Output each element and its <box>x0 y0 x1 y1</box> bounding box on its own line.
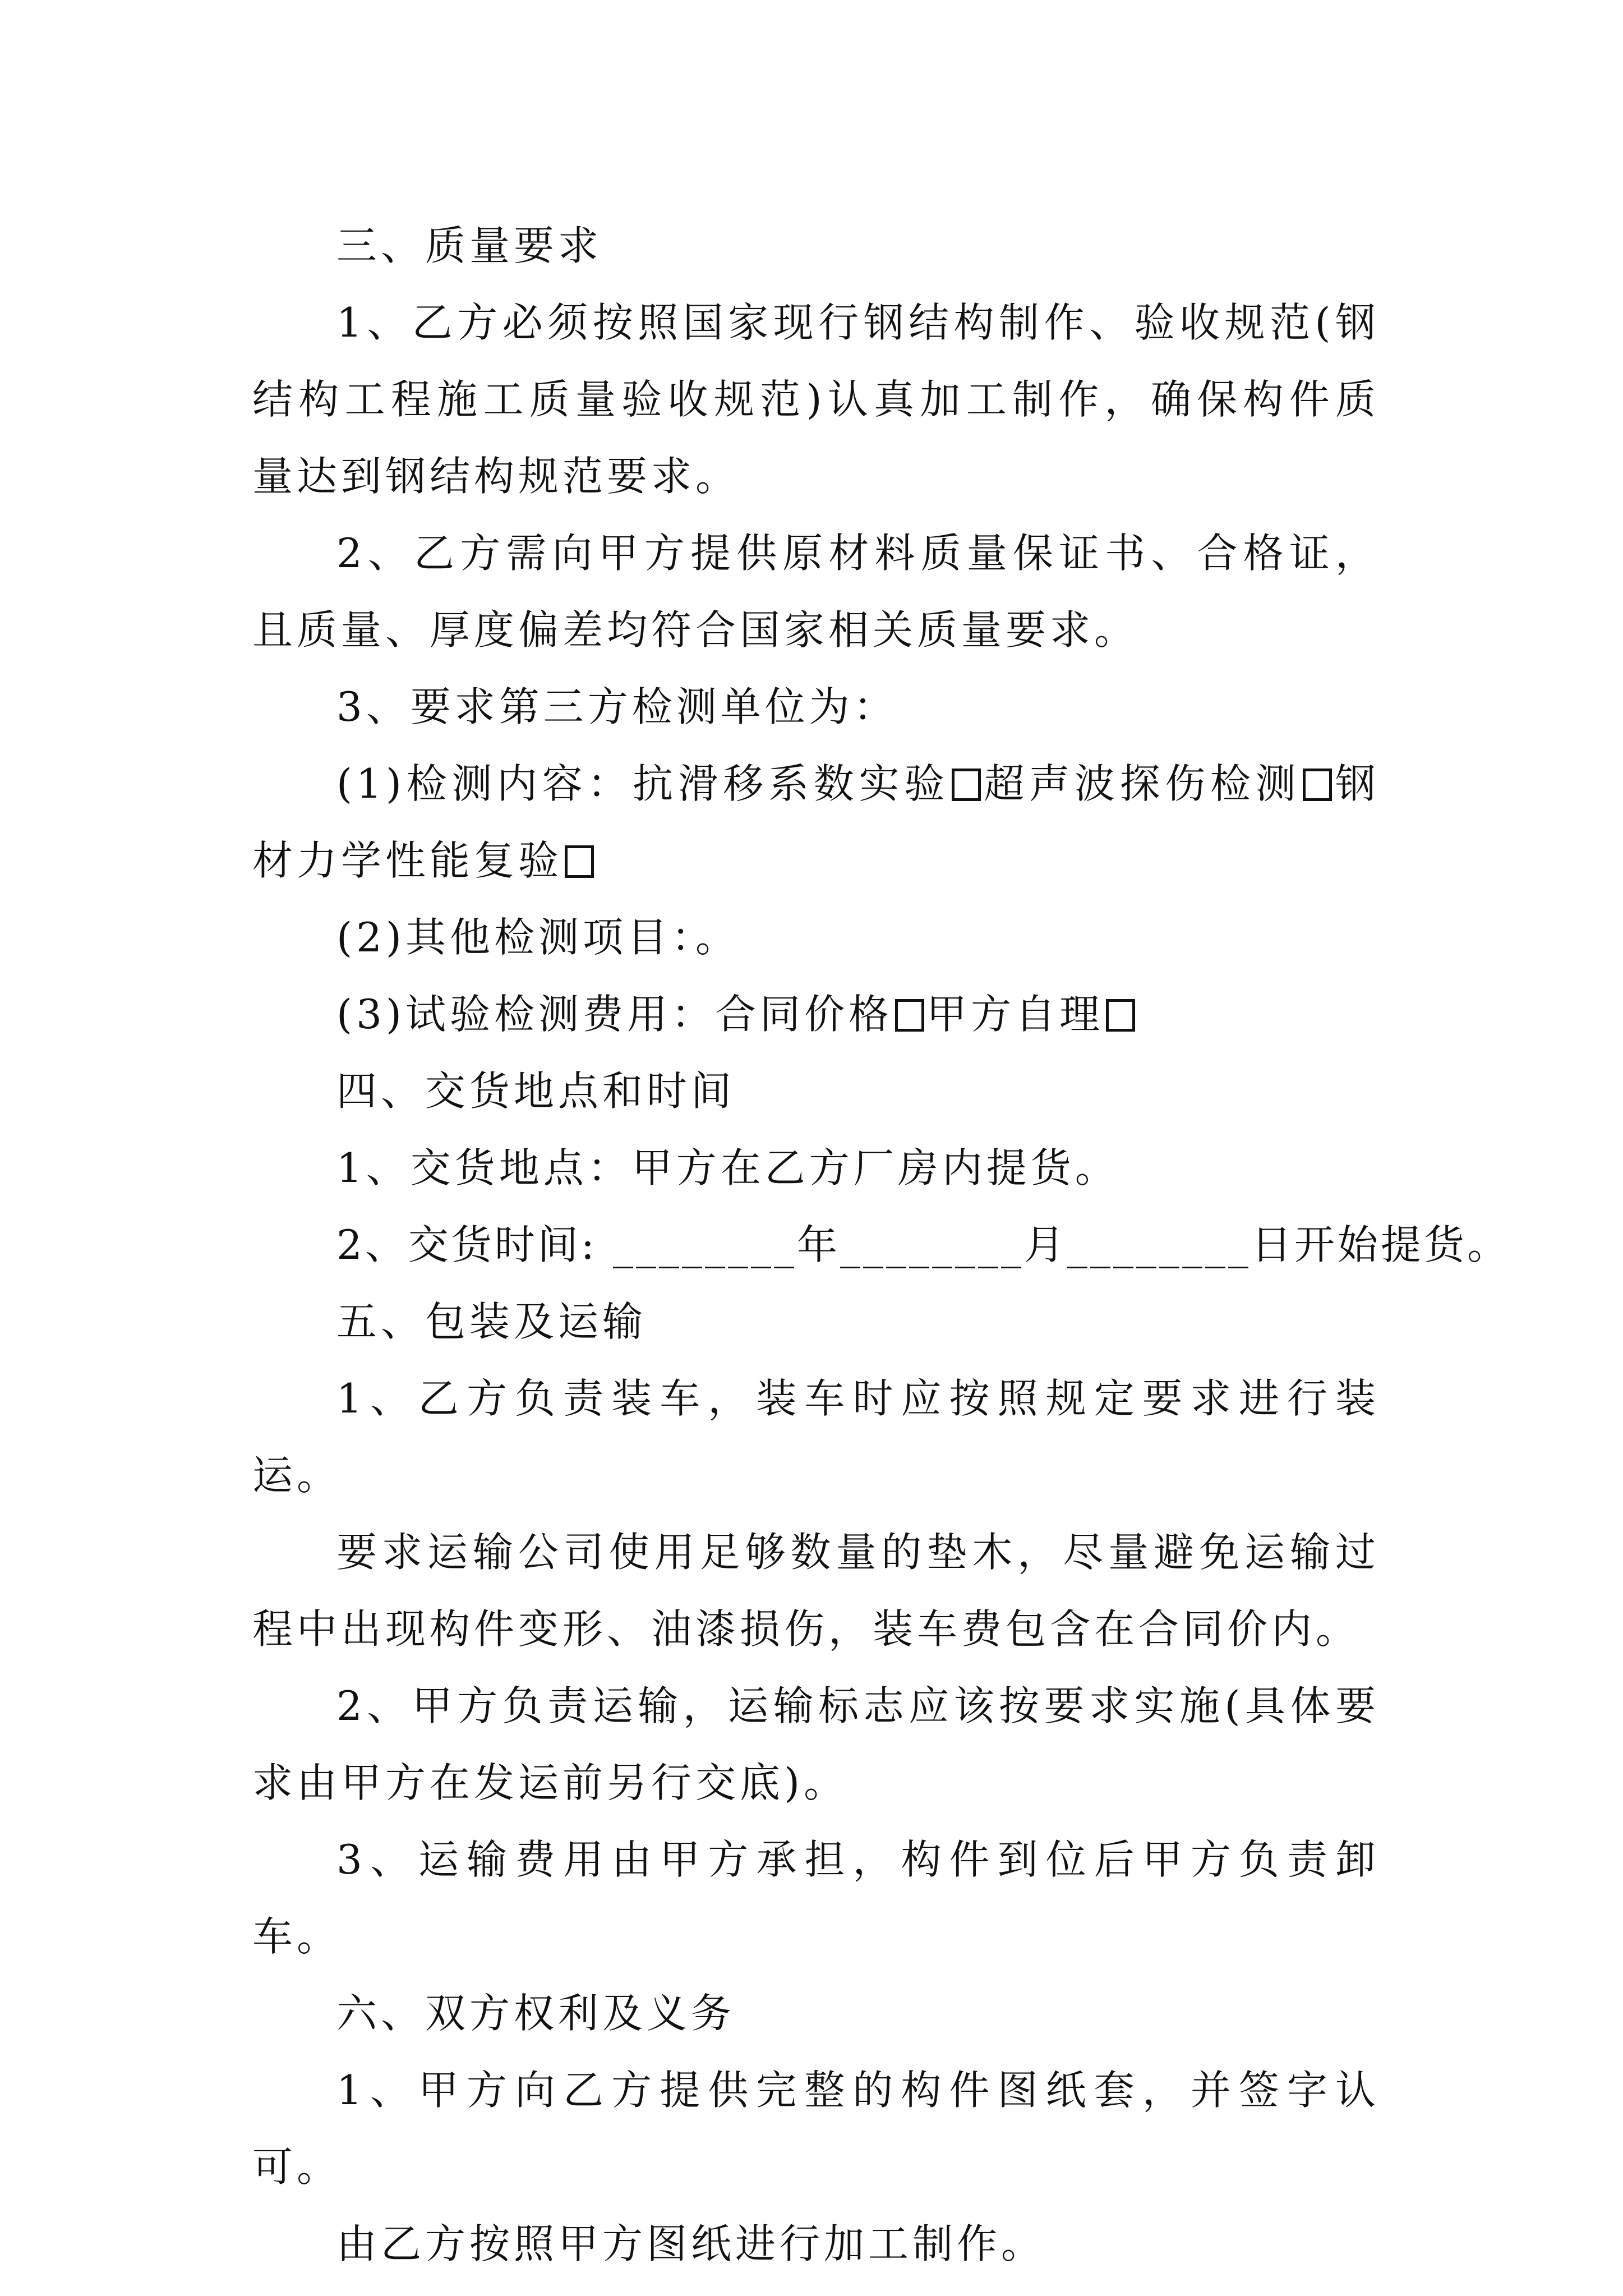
section-heading-quality: 三、质量要求 <box>336 222 603 269</box>
paragraph-other-tests: (2)其他检测项目：。 <box>336 914 740 961</box>
paragraph-quality-3: 3、要求第三方检测单位为： <box>336 683 898 730</box>
checkbox-steel-retest[interactable] <box>565 845 594 878</box>
paragraph-test-fee <box>252 976 1380 1053</box>
option-steel-label: 钢材力学性能复验 <box>252 760 1380 884</box>
checkbox-self-pay[interactable] <box>1106 999 1135 1032</box>
paragraph-quality-2: 2、乙方需向甲方提供原材料质量保证书、合格证，且质量、厚度偏差均符合国家相关质量要求。 <box>252 530 1380 654</box>
checkbox-contract-price[interactable] <box>895 999 924 1032</box>
test-content-label: (1)检测内容：抗滑移系数实验 <box>336 760 949 807</box>
option-self-pay-label: 甲方自理 <box>926 991 1104 1038</box>
document-body <box>252 208 1510 2283</box>
paragraph-packaging-1: 1、乙方负责装车，装车时应按照规定要求进行装运。 <box>252 1375 1380 1499</box>
section-heading-rights: 六、双方权利及义务 <box>336 1990 736 2037</box>
option-ultrasonic-label: 超声波探伤检测 <box>983 760 1301 807</box>
paragraph-test-content <box>252 746 1380 899</box>
checkbox-ultrasonic[interactable] <box>1303 769 1332 801</box>
paragraph-packaging-3: 3、运输费用由甲方承担，构件到位后甲方负责卸车。 <box>252 1836 1380 1960</box>
paragraph-delivery-place: 1、交货地点：甲方在乙方厂房内提货。 <box>336 1144 1119 1191</box>
test-fee-label: (3)试验检测费用：合同价格 <box>336 991 893 1038</box>
paragraph-rights-1: 1、甲方向乙方提供完整的构件图纸套，并签字认可。 <box>252 2067 1380 2191</box>
paragraph-delivery-time: 2、交货时间: ________年________月________日开始提货。 <box>336 1221 1510 1268</box>
checkbox-anti-slip[interactable] <box>952 769 981 801</box>
paragraph-packaging-2: 2、甲方负责运输，运输标志应该按要求实施(具体要求由甲方在发运前另行交底)。 <box>252 1682 1380 1806</box>
section-heading-delivery: 四、交货地点和时间 <box>336 1068 736 1115</box>
section-heading-packaging: 五、包装及运输 <box>336 1298 647 1345</box>
paragraph-rights-1b: 由乙方按照甲方图纸进行加工制作。 <box>336 2220 1046 2267</box>
paragraph-packaging-1b: 要求运输公司使用足够数量的垫木，尽量避免运输过程中出现构件变形、油漆损伤，装车费包含在合同价内。 <box>252 1529 1380 1653</box>
paragraph-quality-1: 1、乙方必须按照国家现行钢结构制作、验收规范(钢结构工程施工质量验收规范)认真加工制作，确保构件质量达到钢结构规范要求。 <box>252 299 1380 500</box>
